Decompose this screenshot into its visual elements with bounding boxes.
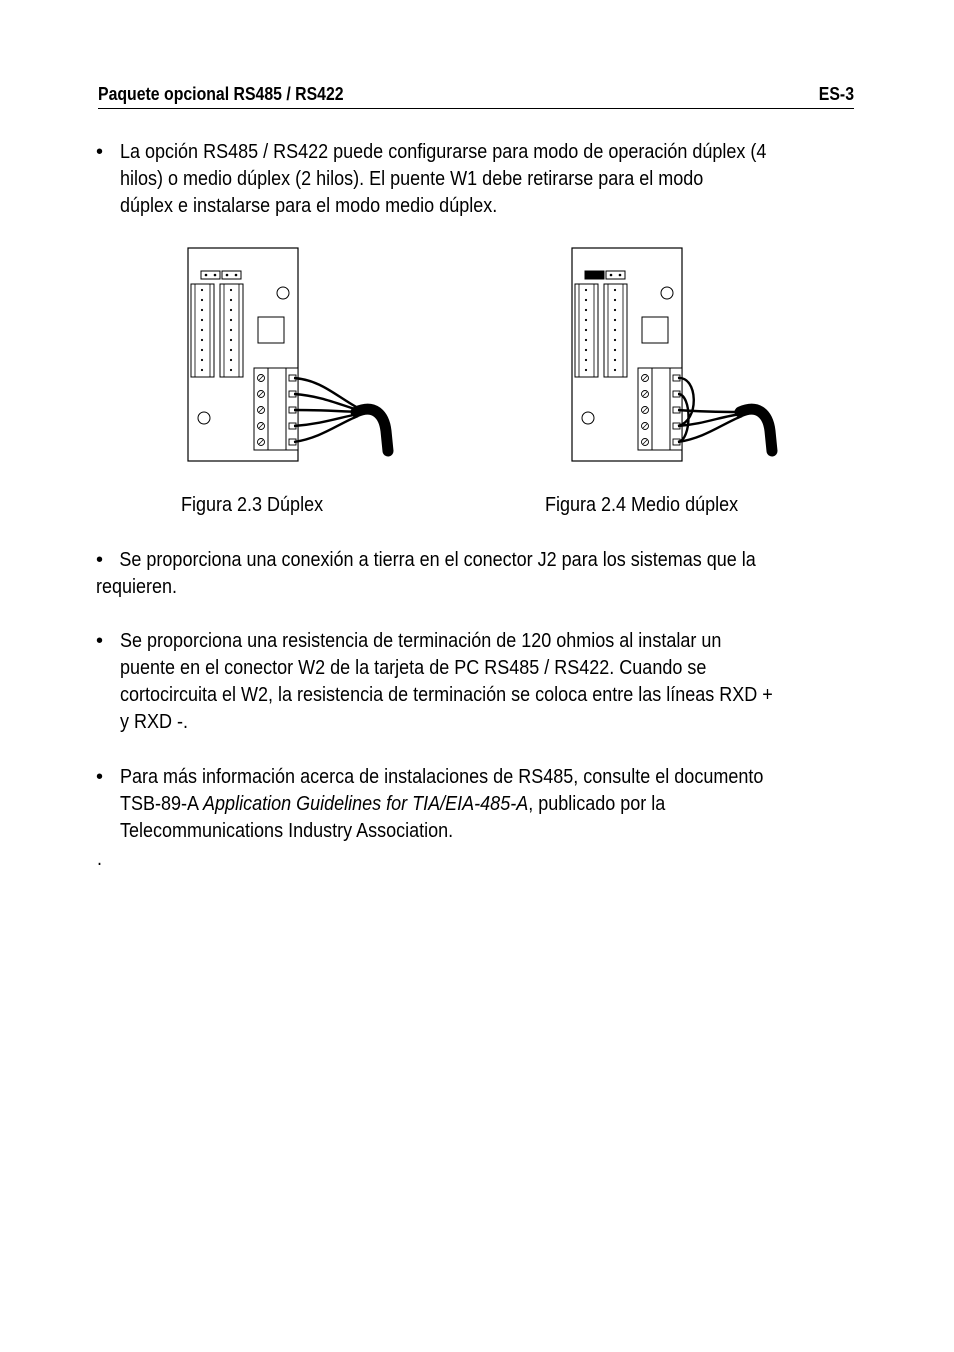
figure-caption-half-duplex: Figura 2.4 Medio dúplex — [545, 494, 739, 516]
paragraph-line: Para más información acerca de instalaciones de RS485, consulte el documento — [120, 766, 764, 788]
page-header — [98, 84, 854, 109]
paragraph-line: hilos) o medio dúplex (2 hilos). El puente W1 debe retirarse para el modo — [120, 168, 704, 190]
figure-caption-duplex: Figura 2.3 Dúplex — [181, 494, 324, 516]
paragraph-duplex-config — [120, 139, 766, 220]
paragraph-line: Se proporciona una conexión a tierra en el conector J2 para los sistemas que la — [119, 549, 756, 571]
paragraph-more-info — [120, 764, 763, 845]
trailing-mark: . — [97, 848, 103, 870]
bullet-1: • — [96, 141, 104, 163]
paragraph-line: requieren. — [96, 576, 178, 598]
paragraph-line: cortocircuita el W2, la resistencia de terminación se coloca entre las líneas RXD + — [120, 684, 773, 706]
figure-duplex-diagram — [186, 246, 396, 468]
bullet-2: • — [96, 549, 104, 571]
paragraph-line: La opción RS485 / RS422 puede configurarse para modo de operación dúplex (4 — [120, 141, 767, 163]
citation-prefix: TSB-89-A — [120, 793, 204, 815]
paragraph-ground-connection — [96, 547, 756, 601]
header-title: Paquete opcional RS485 / RS422 — [98, 84, 344, 104]
figure-half-duplex-diagram — [570, 246, 780, 468]
paragraph-line-with-citation — [120, 791, 763, 818]
paragraph-line: puente en el conector W2 de la tarjeta de PC RS485 / RS422. Cuando se — [120, 657, 707, 679]
paragraph-line: Se proporciona una resistencia de terminación de 120 ohmios al instalar un — [120, 630, 722, 652]
bullet-3: • — [96, 630, 104, 652]
bullet-4: • — [96, 766, 104, 788]
paragraph-line: y RXD -. — [120, 711, 189, 733]
header-page-number: ES-3 — [818, 84, 854, 104]
paragraph-line: Telecommunications Industry Association. — [120, 820, 454, 842]
citation-title: Application Guidelines for TIA/EIA-485-A — [203, 793, 529, 815]
paragraph-termination-resistor — [120, 628, 773, 736]
paragraph-line: dúplex e instalarse para el modo medio dúplex. — [120, 195, 498, 217]
citation-suffix: , publicado por la — [528, 793, 666, 815]
